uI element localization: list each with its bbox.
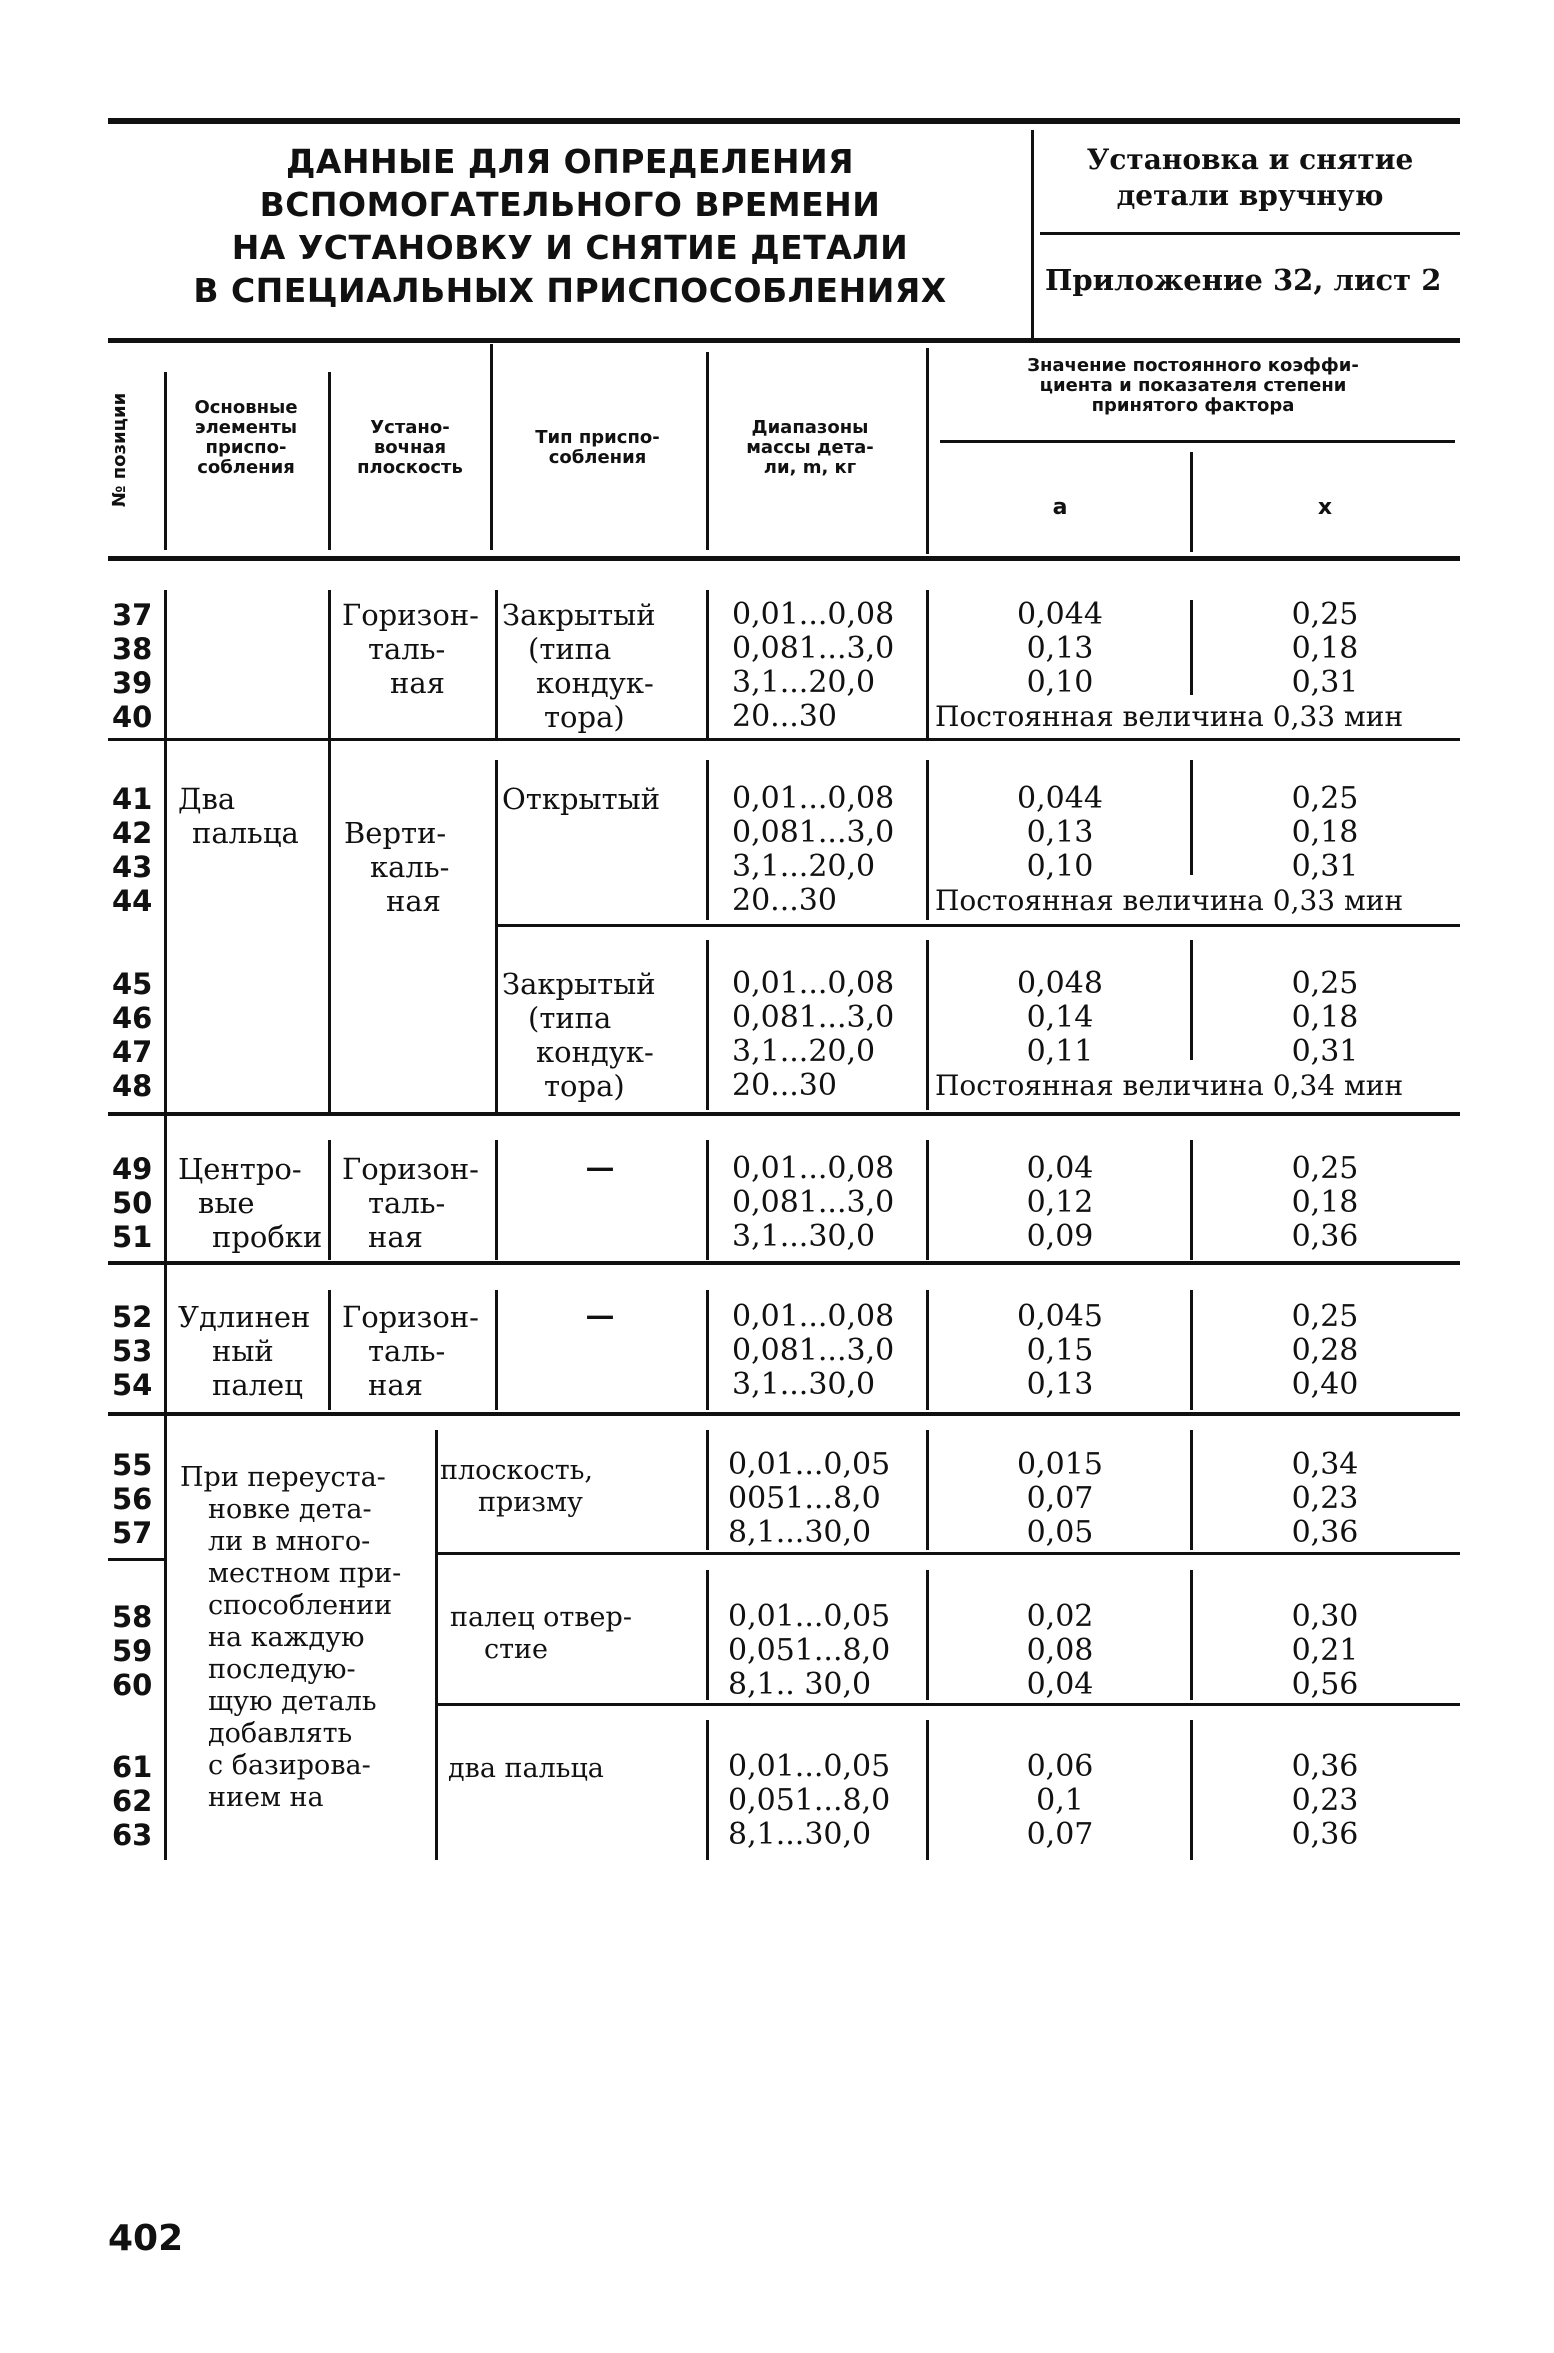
a-value: 0,1 xyxy=(1036,1783,1084,1818)
mass-value: 8,1...30,0 xyxy=(728,1817,872,1852)
col-header-base-3: приспо- xyxy=(205,437,287,458)
type-line: (типа xyxy=(528,1001,612,1035)
a-value: 0,07 xyxy=(1026,1817,1094,1852)
note-line: местном при- xyxy=(208,1558,402,1589)
x-group-3 xyxy=(1195,967,1455,1069)
col-header-mass xyxy=(710,418,910,478)
x-value: 0,18 xyxy=(1291,1000,1359,1035)
col-header-coef-group xyxy=(928,356,1458,416)
body-vline xyxy=(1190,1430,1193,1550)
col-header-type-1: Тип приспо- xyxy=(535,427,660,448)
a-value: 0,14 xyxy=(1026,1000,1094,1035)
mass-value: 20...30 xyxy=(732,1068,837,1103)
row-number: 47 xyxy=(112,1035,153,1069)
subgroup-separator xyxy=(435,1703,1460,1706)
row-number: 37 xyxy=(112,598,153,632)
a-value: 0,09 xyxy=(1026,1219,1094,1254)
row-number: 41 xyxy=(112,782,153,816)
mass-value: 8,1...30,0 xyxy=(728,1515,872,1550)
note-line: новке дета- xyxy=(208,1494,372,1525)
body-vline xyxy=(926,760,929,920)
a-group-3 xyxy=(940,967,1180,1069)
header-divider xyxy=(1031,130,1034,340)
col-header-mass-1: Диапазоны xyxy=(751,417,869,438)
plane-line: ная xyxy=(368,1368,423,1402)
a-value: 0,13 xyxy=(1026,1367,1094,1402)
row-number: 38 xyxy=(112,632,153,666)
a-value: 0,08 xyxy=(1026,1633,1094,1668)
hdr-vline-6 xyxy=(1190,452,1193,552)
body-vline xyxy=(926,1570,929,1700)
constant-note-2: Постоянная величина 0,33 мин xyxy=(935,884,1404,917)
body-vline xyxy=(706,1290,709,1410)
title-bottom-rule xyxy=(108,338,1460,343)
x-group-6 xyxy=(1195,1448,1455,1550)
plane-horizontal-3 xyxy=(342,1300,479,1402)
group-separator xyxy=(108,738,1460,741)
body-vline xyxy=(328,1290,331,1410)
reinstall-note xyxy=(180,1462,401,1814)
mass-value: 0,01...0,08 xyxy=(732,966,895,1001)
x-value: 0,21 xyxy=(1291,1633,1359,1668)
x-value: 0,18 xyxy=(1291,1185,1359,1220)
mass-value: 8,1.. 30,0 xyxy=(728,1667,872,1702)
type-line: кондук- xyxy=(536,1035,654,1069)
mass-value: 0,081...3,0 xyxy=(732,631,895,666)
note-line: на каждую xyxy=(208,1622,365,1653)
body-vline xyxy=(926,1720,929,1860)
body-vline xyxy=(495,760,498,1112)
x-group-7 xyxy=(1195,1600,1455,1702)
col-header-base-2: элементы xyxy=(194,417,298,438)
body-vline xyxy=(328,1140,331,1260)
type-dash-2: — xyxy=(585,1298,615,1332)
body-vline xyxy=(164,590,167,1860)
body-vline xyxy=(495,1140,498,1260)
col-header-coef-1: Значение постоянного коэффи- xyxy=(1027,355,1359,376)
x-value: 0,36 xyxy=(1291,1817,1359,1852)
mass-group-1 xyxy=(732,598,894,734)
mass-value: 0,01...0,08 xyxy=(732,1151,895,1186)
mass-value: 0,01...0,08 xyxy=(732,597,895,632)
x-value: 0,56 xyxy=(1291,1667,1359,1702)
mass-group-7 xyxy=(728,1600,890,1702)
x-value: 0,31 xyxy=(1291,1034,1359,1069)
row-numbers-group-5 xyxy=(112,1300,152,1402)
type-line: палец отвер- xyxy=(450,1602,632,1633)
a-group-1 xyxy=(940,598,1180,700)
body-vline xyxy=(706,1570,709,1700)
mass-group-3 xyxy=(732,967,894,1103)
body-vline xyxy=(926,1290,929,1410)
note-line: ли в много- xyxy=(208,1526,371,1557)
plane-line: Горизон- xyxy=(342,1152,479,1186)
row-number: 61 xyxy=(112,1750,153,1784)
mass-value: 0,081...3,0 xyxy=(732,815,895,850)
a-value: 0,045 xyxy=(1017,1299,1103,1334)
group-separator xyxy=(108,1261,1460,1265)
x-value: 0,34 xyxy=(1291,1447,1359,1482)
row-number: 55 xyxy=(112,1448,153,1482)
type-line: призму xyxy=(478,1487,583,1518)
base-long-1: Удлинен xyxy=(178,1300,311,1334)
base-center-2: вые xyxy=(198,1186,255,1220)
a-group-7 xyxy=(940,1600,1180,1702)
a-value: 0,15 xyxy=(1026,1333,1094,1368)
title-line-1: ДАННЫЕ ДЛЯ ОПРЕДЕЛЕНИЯ xyxy=(285,142,855,181)
mass-value: 3,1...20,0 xyxy=(732,665,876,700)
row-number: 51 xyxy=(112,1220,153,1254)
type-closed-2 xyxy=(502,967,656,1103)
col-header-coef-2: циента и показателя степени xyxy=(1039,375,1347,396)
note-line: щую деталь xyxy=(208,1686,377,1717)
body-vline xyxy=(706,590,709,740)
row-number: 46 xyxy=(112,1001,153,1035)
mass-value: 0,081...3,0 xyxy=(732,1000,895,1035)
type-line: (типа xyxy=(528,632,612,666)
col-header-base xyxy=(166,398,326,478)
mass-value: 0,01...0,05 xyxy=(728,1447,891,1482)
type-closed-1 xyxy=(502,598,656,734)
note-line: с базирова- xyxy=(208,1750,371,1781)
subgroup-separator xyxy=(108,1558,166,1561)
row-numbers-group-4 xyxy=(112,1152,152,1254)
plane-line: таль- xyxy=(368,632,446,666)
col-header-mass-3: ли, m, кг xyxy=(763,457,857,478)
row-number: 58 xyxy=(112,1600,153,1634)
col-header-type xyxy=(495,428,700,468)
plane-vertical xyxy=(344,816,449,918)
row-number: 39 xyxy=(112,666,153,700)
plane-line: каль- xyxy=(370,850,450,884)
mass-value: 0,081...3,0 xyxy=(732,1333,895,1368)
header-right-rule xyxy=(1040,232,1460,235)
plane-line: Горизон- xyxy=(342,598,479,632)
row-number: 53 xyxy=(112,1334,153,1368)
body-vline xyxy=(926,590,929,740)
type-line: тора) xyxy=(544,700,625,734)
mass-value: 0051...8,0 xyxy=(728,1481,881,1516)
x-value: 0,31 xyxy=(1291,849,1359,884)
title-line-4: В СПЕЦИАЛЬНЫХ ПРИСПОСОБЛЕНИЯХ xyxy=(193,271,947,310)
title-line-2: ВСПОМОГАТЕЛЬНОГО ВРЕМЕНИ xyxy=(259,185,881,224)
type-line: плоскость, xyxy=(440,1455,593,1486)
body-vline xyxy=(435,1430,438,1860)
mass-value: 0,01...0,08 xyxy=(732,1299,895,1334)
base-two-fingers-1: Два xyxy=(178,782,236,816)
plane-line: таль- xyxy=(368,1334,446,1368)
base-center-1: Центро- xyxy=(178,1152,302,1186)
a-value: 0,048 xyxy=(1017,966,1103,1001)
body-vline xyxy=(706,1140,709,1260)
a-group-2 xyxy=(940,782,1180,884)
mass-value: 20...30 xyxy=(732,699,837,734)
mass-value: 20...30 xyxy=(732,883,837,918)
x-value: 0,18 xyxy=(1291,631,1359,666)
body-vline xyxy=(1190,600,1193,695)
mass-group-5 xyxy=(732,1300,894,1402)
x-value: 0,25 xyxy=(1291,1151,1359,1186)
a-value: 0,05 xyxy=(1026,1515,1094,1550)
body-vline xyxy=(1190,1290,1193,1410)
plane-line: ная xyxy=(386,884,441,918)
col-header-type-2: собления xyxy=(548,447,647,468)
x-value: 0,23 xyxy=(1291,1481,1359,1516)
x-value: 0,31 xyxy=(1291,665,1359,700)
base-center-plugs xyxy=(178,1152,322,1254)
col-header-base-4: собления xyxy=(197,457,295,478)
mass-group-2 xyxy=(732,782,894,918)
row-numbers-group-7 xyxy=(112,1600,152,1702)
base-long-2: ный xyxy=(212,1334,274,1368)
note-line: нием на xyxy=(208,1782,324,1813)
x-value: 0,36 xyxy=(1291,1219,1359,1254)
group-separator xyxy=(108,1412,1460,1416)
operation-line-2: детали вручную xyxy=(1116,179,1384,212)
appendix-label: Приложение 32, лист 2 xyxy=(1045,263,1442,297)
body-vline xyxy=(926,1430,929,1550)
x-group-1 xyxy=(1195,598,1455,700)
row-number: 50 xyxy=(112,1186,153,1220)
note-line: добавлять xyxy=(208,1718,353,1749)
plane-horizontal-2 xyxy=(342,1152,479,1254)
hdr-vline-5 xyxy=(926,348,929,554)
col-header-plane xyxy=(330,418,490,478)
group-separator xyxy=(108,1112,1460,1116)
body-vline xyxy=(926,1140,929,1260)
row-numbers-group-1 xyxy=(112,598,152,734)
row-number: 49 xyxy=(112,1152,153,1186)
row-number: 60 xyxy=(112,1668,153,1702)
coef-subheader-rule xyxy=(940,440,1455,443)
a-value: 0,13 xyxy=(1026,815,1094,850)
a-value: 0,044 xyxy=(1017,597,1103,632)
a-value: 0,10 xyxy=(1026,849,1094,884)
header-bottom-rule xyxy=(108,556,1460,561)
col-header-a: a xyxy=(1052,495,1068,520)
mass-value: 0,01...0,05 xyxy=(728,1599,891,1634)
row-numbers-group-3 xyxy=(112,967,152,1103)
body-vline xyxy=(495,1290,498,1410)
constant-note-3: Постоянная величина 0,34 мин xyxy=(935,1069,1404,1102)
x-group-8 xyxy=(1195,1750,1455,1852)
hdr-vline-2 xyxy=(328,372,331,550)
x-value: 0,30 xyxy=(1291,1599,1359,1634)
mass-value: 3,1...30,0 xyxy=(732,1219,876,1254)
row-numbers-group-2 xyxy=(112,782,152,918)
hdr-vline-4 xyxy=(706,352,709,550)
subgroup-separator xyxy=(340,738,495,741)
mass-value: 0,081...3,0 xyxy=(732,1185,895,1220)
type-line: Закрытый xyxy=(502,967,656,1001)
row-number: 44 xyxy=(112,884,153,918)
note-line: При переуста- xyxy=(180,1462,386,1493)
base-two-fingers xyxy=(178,782,299,850)
plane-line: Горизон- xyxy=(342,1300,479,1334)
body-vline xyxy=(1190,1570,1193,1700)
subgroup-separator xyxy=(495,924,1460,927)
type-line: стие xyxy=(484,1634,549,1665)
type-two-fingers: два пальца xyxy=(448,1753,604,1784)
base-two-fingers-2: пальца xyxy=(192,816,299,850)
a-value: 0,02 xyxy=(1026,1599,1094,1634)
a-value: 0,10 xyxy=(1026,665,1094,700)
x-group-2 xyxy=(1195,782,1455,884)
row-number: 54 xyxy=(112,1368,153,1402)
mass-value: 0,01...0,05 xyxy=(728,1749,891,1784)
hdr-vline-3 xyxy=(490,344,493,550)
type-line: Закрытый xyxy=(502,598,656,632)
x-value: 0,23 xyxy=(1291,1783,1359,1818)
x-value: 0,25 xyxy=(1291,1299,1359,1334)
mass-group-6 xyxy=(728,1448,890,1550)
base-center-3: пробки xyxy=(212,1220,323,1254)
mass-value: 0,01...0,08 xyxy=(732,781,895,816)
a-group-8 xyxy=(940,1750,1180,1852)
col-header-base-1: Основные xyxy=(194,397,298,418)
x-value: 0,36 xyxy=(1291,1749,1359,1784)
plane-line: ная xyxy=(368,1220,423,1254)
mass-value: 0,051...8,0 xyxy=(728,1783,891,1818)
row-number: 62 xyxy=(112,1784,153,1818)
row-number: 63 xyxy=(112,1818,153,1852)
body-vline xyxy=(706,940,709,1110)
type-line: кондук- xyxy=(536,666,654,700)
a-value: 0,015 xyxy=(1017,1447,1103,1482)
row-number: 56 xyxy=(112,1482,153,1516)
type-plane-prism xyxy=(440,1455,593,1519)
a-value: 0,12 xyxy=(1026,1185,1094,1220)
row-number: 48 xyxy=(112,1069,153,1103)
a-group-6 xyxy=(940,1448,1180,1550)
title-line-3: НА УСТАНОВКУ И СНЯТИЕ ДЕТАЛИ xyxy=(231,228,909,267)
base-long-finger xyxy=(178,1300,310,1402)
x-value: 0,25 xyxy=(1291,597,1359,632)
page-number: 402 xyxy=(108,2218,184,2259)
body-vline xyxy=(1190,1140,1193,1260)
col-header-num: № позиции xyxy=(109,392,130,508)
mass-value: 3,1...20,0 xyxy=(732,1034,876,1069)
body-vline xyxy=(328,590,331,1112)
operation-label xyxy=(1040,142,1460,214)
subgroup-separator xyxy=(435,1552,1460,1555)
x-value: 0,40 xyxy=(1291,1367,1359,1402)
top-rule xyxy=(108,118,1460,124)
note-line: последую- xyxy=(208,1654,356,1685)
col-header-coef-3: принятого фактора xyxy=(1091,395,1295,416)
page-title xyxy=(120,140,1020,312)
plane-line: ная xyxy=(390,666,445,700)
x-group-4 xyxy=(1195,1152,1455,1254)
row-number: 40 xyxy=(112,700,153,734)
body-vline xyxy=(1190,1720,1193,1860)
plane-line: таль- xyxy=(368,1186,446,1220)
a-value: 0,04 xyxy=(1026,1151,1094,1186)
row-number: 42 xyxy=(112,816,153,850)
body-vline xyxy=(495,590,498,740)
x-value: 0,25 xyxy=(1291,781,1359,816)
x-value: 0,18 xyxy=(1291,815,1359,850)
mass-value: 3,1...30,0 xyxy=(732,1367,876,1402)
x-group-5 xyxy=(1195,1300,1455,1402)
type-open: Открытый xyxy=(502,782,661,816)
col-header-plane-1: Устано- xyxy=(370,417,450,438)
body-vline xyxy=(1190,760,1193,875)
type-dash-1: — xyxy=(585,1150,615,1184)
a-value: 0,11 xyxy=(1026,1034,1094,1069)
mass-group-8 xyxy=(728,1750,890,1852)
col-header-plane-3: плоскость xyxy=(357,457,463,478)
row-number: 59 xyxy=(112,1634,153,1668)
type-line: тора) xyxy=(544,1069,625,1103)
a-group-4 xyxy=(940,1152,1180,1254)
mass-value: 0,051...8,0 xyxy=(728,1633,891,1668)
note-line: способлении xyxy=(208,1590,393,1621)
body-vline xyxy=(706,760,709,920)
body-vline xyxy=(1190,940,1193,1060)
x-value: 0,36 xyxy=(1291,1515,1359,1550)
mass-value: 3,1...20,0 xyxy=(732,849,876,884)
plane-horizontal-1 xyxy=(342,598,479,700)
base-long-3: палец xyxy=(212,1368,303,1402)
a-group-5 xyxy=(940,1300,1180,1402)
plane-line: Верти- xyxy=(344,816,447,850)
type-finger-hole xyxy=(450,1602,632,1666)
x-value: 0,25 xyxy=(1291,966,1359,1001)
hdr-vline-1 xyxy=(164,372,167,550)
a-value: 0,13 xyxy=(1026,631,1094,666)
mass-group-4 xyxy=(732,1152,894,1254)
row-numbers-group-6 xyxy=(112,1448,152,1550)
x-value: 0,28 xyxy=(1291,1333,1359,1368)
row-number: 45 xyxy=(112,967,153,1001)
constant-note-1: Постоянная величина 0,33 мин xyxy=(935,700,1404,733)
a-value: 0,07 xyxy=(1026,1481,1094,1516)
col-header-plane-2: вочная xyxy=(373,437,447,458)
a-value: 0,04 xyxy=(1026,1667,1094,1702)
row-numbers-group-8 xyxy=(112,1750,152,1852)
col-header-x: x xyxy=(1317,495,1333,520)
body-vline xyxy=(706,1430,709,1550)
row-number: 43 xyxy=(112,850,153,884)
operation-line-1: Установка и снятие xyxy=(1086,143,1414,176)
body-vline xyxy=(926,940,929,1110)
body-vline xyxy=(706,1720,709,1860)
col-header-mass-2: массы дета- xyxy=(746,437,874,458)
a-value: 0,044 xyxy=(1017,781,1103,816)
a-value: 0,06 xyxy=(1026,1749,1094,1784)
row-number: 52 xyxy=(112,1300,153,1334)
row-number: 57 xyxy=(112,1516,153,1550)
